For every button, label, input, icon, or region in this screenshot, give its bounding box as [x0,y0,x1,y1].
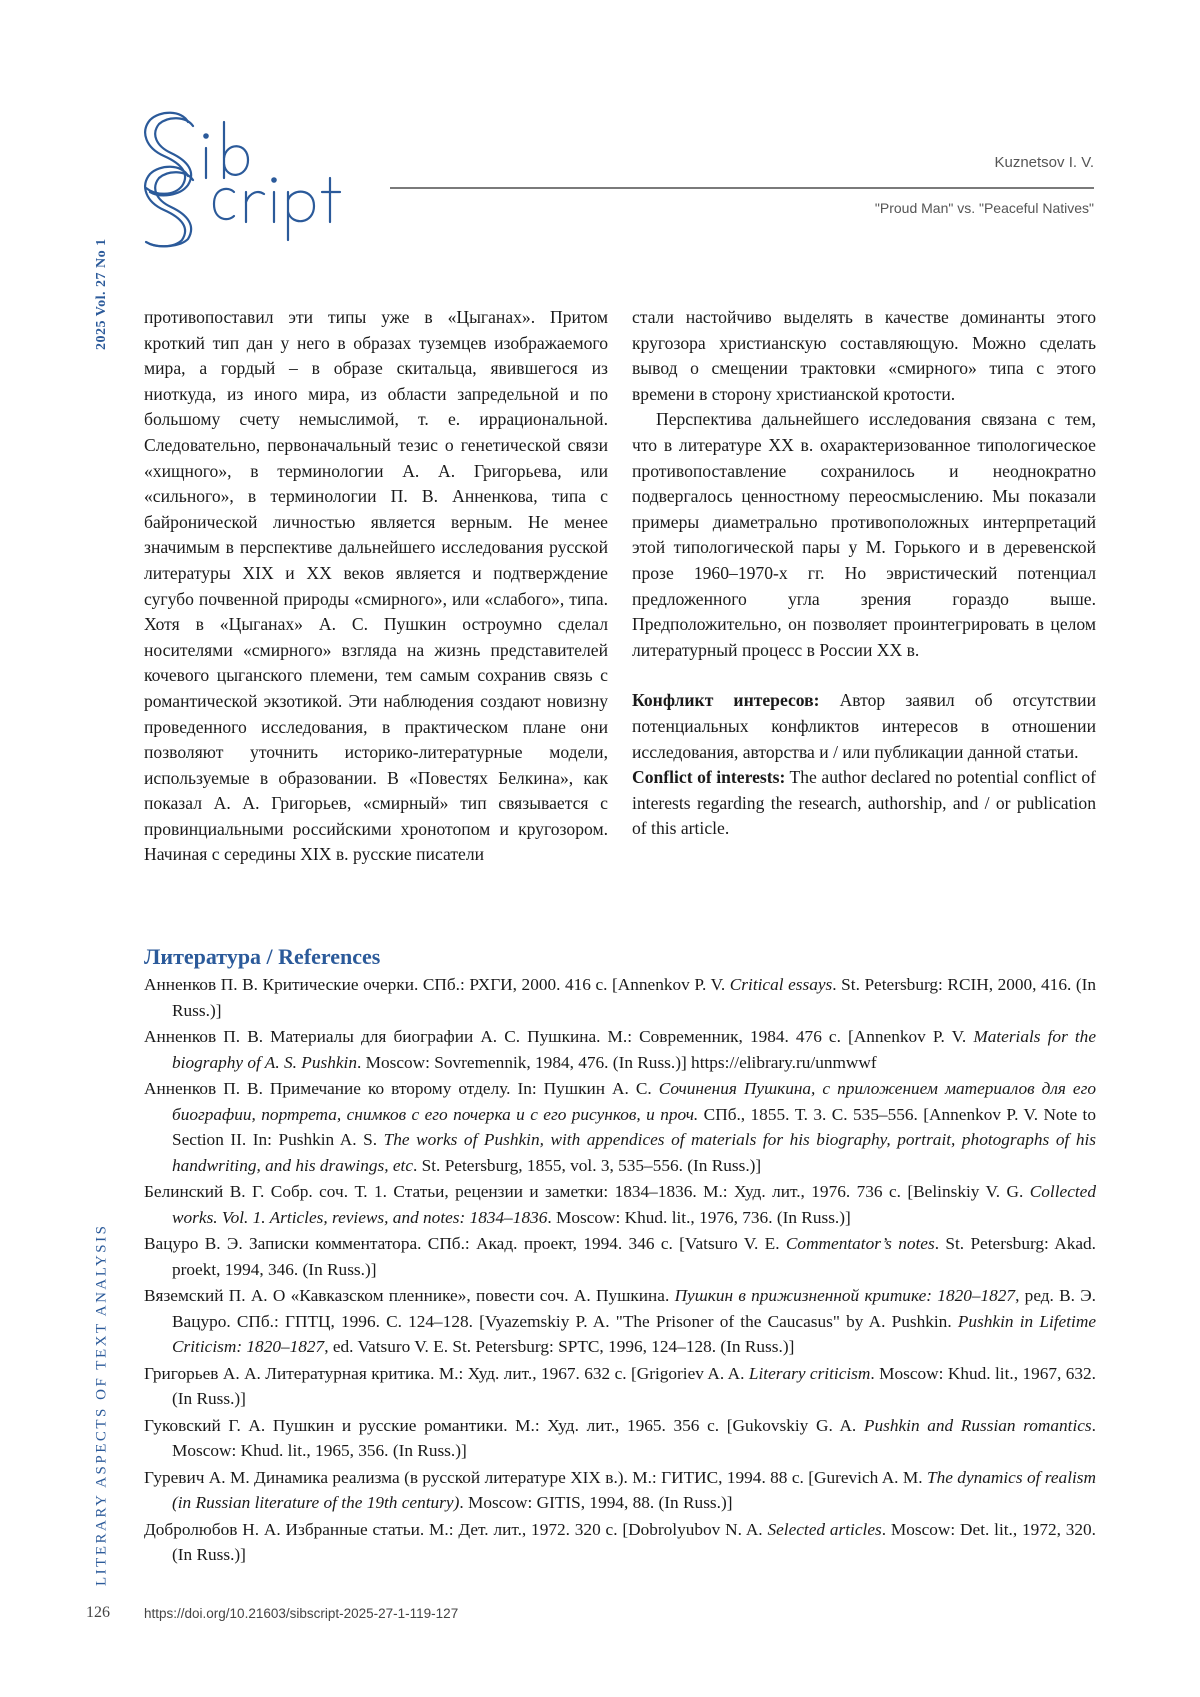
ref-text: Гуковский Г. А. Пушкин и русские романтики. М.: Худ. лит., 1965. 356 с. [Gukovskiy G. A. [144,1415,864,1435]
ref-text: . Moscow: Khud. lit., 1967, 632. (In Russ.)] [172,1363,1097,1408]
ref-text: , ed. Vatsuro V. E. St. Petersburg: SPTC, 1996, 124–128. (In Russ.)] [324,1337,795,1356]
ref-title: Literary criticism [748,1363,871,1383]
ref-text: Вацуро В. Э. Записки комментатора. СПб.: Акад. проект, 1994. 346 с. [Vatsuro V. E. [144,1234,786,1253]
ref-text: . Moscow: Khud. lit., 1976, 736. (In Russ.)] [547,1207,851,1227]
ref-text: . Moscow: Sovremennik, 1984, 476. (In Russ.)] https://elibrary.ru/unmwwf [356,1052,877,1072]
conflict-en [632,765,1096,842]
ref-text: Белинский В. Г. Собр. соч. Т. 1. Статьи, рецензии и заметки: 1834–1836. М.: Худ. лит., 1976. 736 с. [Belinskiy V. G. [144,1182,1030,1201]
sibscript-logo [138,108,370,248]
ref-text: Вяземский П. А. О «Кавказском пленнике», повести соч. А. Пушкина. [144,1286,675,1305]
ref-text: . St. Petersburg, 1855, vol. 3, 535–556. (In Russ.)] [413,1155,762,1175]
conflict-en-text: The author declared no potential conflict of interests regarding the research, authorship, and / or publication of this article. [632,767,1096,839]
reference-item [144,1517,1096,1568]
ref-title: The works of Pushkin, with appendices of materials for his biography, portrait, photographs of his handwriting, and his drawings, etc [172,1130,1096,1175]
ref-text: , ред. В. Э. Вацуро. СПб.: ГПТЦ, 1996. С. 124–128. [Vyazemskiy P. A. "The Prisoner of the Caucasus" by A. Pushkin. [172,1286,1097,1331]
reference-item [144,1076,1096,1178]
header-rule [390,187,1094,189]
conflict-ru [632,688,1096,765]
right-paragraph-1: стали настойчиво выделять в качестве доминанты этого кругозора христианскую составляющую. Можно сделать вывод о смещении трактовки «смирного» типа с этого времени в сторону христианской кротости. [632,307,1096,404]
body-left-column [144,305,608,868]
reference-item [144,1413,1096,1464]
ref-title: Pushkin and Russian romantics [863,1415,1092,1435]
ref-text: . Moscow: Khud. lit., 1965, 356. (In Russ.)] [172,1415,1096,1460]
reference-item [144,1231,1096,1282]
conflict-ru-label: Конфликт интересов: [632,690,820,711]
ref-title: Commentator’s notes [785,1234,935,1253]
left-paragraph: противопоставил эти типы уже в «Цыганах». Притом кроткий тип дан у него в образах туземцев изображаемого мира, а гордый – в образе скитальца, явившегося из ниоткуда, из иного мира, из области запредельной и по большому счету немыслимой, т. е. иррациональной. Следовательно, первоначальный тезис о генетической связи «хищного», в терминологии А. А. Григорьева, или «сильного», в терминологии П. В. Анненкова, типа с байронической личностью является верным. Не менее значимым в перспективе дальнейшего исследования русской литературы XIX и XX веков является и подтверждение сугубо почвенной природы «смирного», или «слабого», типа. Хотя в «Цыганах» А. С. Пушкин остроумно сделал носителями «смирного» взгляда на жизнь представителей кочевого цыганского племени, тем самым сохранив связь с романтической экзотикой. Эти наблюдения создают новизну проведенного исследования, в практическом плане они позволяют уточнить историко-литературные модели, используемые в образовании. В «Повестях Белкина», как показал А. А. Григорьев, «смирный» тип связывается с провинциальными российскими хронотопом и кругозором. Начиная с середины XIX в. русские писатели [144,307,608,865]
ref-text: Анненков П. В. Материалы для биографии А. С. Пушкина. М.: Современник, 1984. 476 с. [Annenkov P. V. [144,1027,974,1046]
conflict-en-label: Conflict of interests: [632,767,786,788]
reference-item [144,1179,1096,1230]
ref-title: Пушкин в прижизненной критике: 1820–1827 [674,1286,1016,1305]
ref-text: Добролюбов Н. А. Избранные статьи. М.: Дет. лит., 1972. 320 с. [Dobrolyubov N. A. [144,1519,768,1539]
references-title: Литература / References [144,944,381,969]
page-number: 126 [86,1604,110,1621]
ref-text: СПб., 1855. Т. 3. С. 535–556. [Annenkov P. V. Note to Section II. In: Pushkin A. S. [172,1104,1096,1149]
ref-title: Pushkin in Lifetime Criticism: 1820–1827 [172,1311,1096,1356]
header-article-title: "Proud Man" vs. "Peaceful Natives" [874,200,1094,216]
ref-title: Materials for the biography of A. S. Pushkin [172,1027,1096,1072]
references-list [144,972,1096,1569]
doi-link[interactable]: https://doi.org/10.21603/sibscript-2025-27-1-119-127 [144,1606,459,1621]
ref-text: Анненков П. В. Примечание ко второму отделу. In: Пушкин А. С. [144,1079,659,1098]
right-paragraph-2: Перспектива дальнейшего исследования связана с тем, что в литературе XX в. охарактеризованное типологическое противопоставление сохранилось и неоднократно подвергалось ценностному переосмыслению. Мы показали примеры диаметрально противоположных интерпретаций этой типологической пары у М. Горького и в деревенской прозе 1960–1970-х гг. Но эвристический потенциал предложенного угла зрения гораздо выше. Предположительно, он позволяет проинтегрировать в целом литературный процесс в России XX в. [632,409,1096,660]
ref-title: Critical essays [729,975,833,994]
section-label: LITERARY ASPECTS OF TEXT ANALYSIS [93,1223,110,1586]
body-right-column [632,305,1096,842]
reference-item [144,1465,1096,1516]
ref-text: Анненков П. В. Критические очерки. СПб.: РХГИ, 2000. 416 с. [Annenkov P. V. [144,975,730,994]
ref-title: The dynamics of realism (in Russian literature of the 19th century) [172,1467,1096,1512]
reference-item [144,1361,1096,1412]
ref-title: Сочинения Пушкина, с приложением материалов для его биографии, портрета, снимков с его почерка и с его рисунков, и проч. [172,1079,1096,1124]
reference-item [144,1024,1096,1075]
ref-text: Гуревич А. М. Динамика реализма (в русской литературе XIX в.). М.: ГИТИС, 1994. 88 с. [Gurevich A. M. [144,1467,927,1487]
journal-issue: 2025 Vol. 27 No 1 [94,238,109,350]
ref-text: . Moscow: GITIS, 1994, 88. (In Russ.)] [459,1493,733,1512]
reference-item [144,972,1096,1023]
ref-text: . Moscow: Det. lit., 1972, 320. (In Russ.)] [172,1519,1097,1564]
ref-text: . St. Petersburg: RCIH, 2000, 416. (In Russ.)] [172,975,1096,1020]
ref-text: . St. Petersburg: Akad. proekt, 1994, 346. (In Russ.)] [172,1234,1096,1279]
header-author: Kuznetsov I. V. [994,154,1094,171]
ref-text: Григорьев А. А. Литературная критика. М.: Худ. лит., 1967. 632 с. [Grigoriev A. A. [144,1363,749,1383]
ref-title: Selected articles [767,1519,882,1539]
ref-title: Collected works. Vol. 1. Articles, reviews, and notes: 1834–1836 [172,1182,1096,1227]
reference-item [144,1283,1096,1360]
conflict-ru-text: Автор заявил об отсутствии потенциальных конфликтов интересов в отношении исследования, авторства и / или публикации данной статьи. [632,690,1097,762]
